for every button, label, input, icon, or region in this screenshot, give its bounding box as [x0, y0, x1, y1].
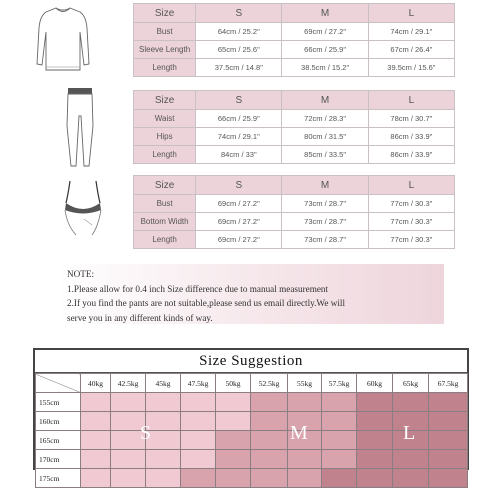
size-cell-s: [146, 450, 181, 469]
table-cell: 74cm / 29.1": [368, 23, 454, 41]
row-label: Sleeve Length: [134, 41, 196, 59]
table-row: [134, 23, 455, 41]
weight-header: 45kg: [146, 374, 181, 393]
header-cell: Size: [134, 91, 196, 110]
size-cell-m: [251, 469, 288, 488]
size-cell-s: [181, 450, 216, 469]
size-cell-l: [429, 412, 468, 431]
size-cell-m: [216, 469, 251, 488]
table-cell: 65cm / 25.6": [196, 41, 282, 59]
row-label: Length: [134, 146, 196, 164]
size-cell-s: [111, 393, 146, 412]
sports-bra-illustration: [58, 177, 108, 239]
table-cell: 77cm / 30.3": [368, 231, 454, 249]
table-cell: 64cm / 25.2": [196, 23, 282, 41]
height-row: [36, 450, 468, 469]
size-cell-l: [429, 469, 468, 488]
table-cell: 73cm / 28.7": [282, 213, 368, 231]
size-cell-m: [216, 431, 251, 450]
table-row: [134, 110, 455, 128]
size-cell-l: [393, 393, 429, 412]
size-suggestion-title: Size Suggestion: [35, 350, 467, 373]
size-cell-l: [322, 469, 357, 488]
size-cell-m: [288, 469, 322, 488]
row-label: Bottom Width: [134, 213, 196, 231]
weight-header: 57.5kg: [322, 374, 357, 393]
table-row: [134, 195, 455, 213]
note-line: serve you in any different kinds of way.: [67, 312, 213, 323]
size-cell-m: [251, 393, 288, 412]
height-row: [36, 469, 468, 488]
size-cell-s: [81, 469, 111, 488]
table-cell: 69cm / 27.2": [196, 195, 282, 213]
header-cell: L: [368, 91, 454, 110]
size-cell-s: [146, 393, 181, 412]
height-label: 155cm: [36, 393, 81, 412]
table-cell: 69cm / 27.2": [282, 23, 368, 41]
table-cell: 85cm / 33.5": [282, 146, 368, 164]
size-cell-s: [81, 412, 111, 431]
size-cell-l: [357, 412, 393, 431]
header-cell: L: [368, 176, 454, 195]
size-cell-s: [181, 393, 216, 412]
table-cell: 86cm / 33.9": [368, 146, 454, 164]
weight-header: 55kg: [288, 374, 322, 393]
size-cell-s: [111, 450, 146, 469]
size-cell-l: [393, 469, 429, 488]
table-row: [134, 59, 455, 77]
size-cell-m: [251, 450, 288, 469]
size-cell-m: [322, 412, 357, 431]
size-cell-s: [81, 450, 111, 469]
row-label: Hips: [134, 128, 196, 146]
header-cell: M: [282, 4, 368, 23]
size-cell-s: [146, 469, 181, 488]
row-label: Length: [134, 231, 196, 249]
table-cell: 37.5cm / 14.8": [196, 59, 282, 77]
table-header-row: [134, 176, 455, 195]
table-cell: 86cm / 33.9": [368, 128, 454, 146]
table-header-row: [134, 91, 455, 110]
size-cell-m: [216, 450, 251, 469]
table-cell: 84cm / 33": [196, 146, 282, 164]
pants-size-table: [133, 90, 455, 164]
table-cell: 72cm / 28.3": [282, 110, 368, 128]
size-cell-l: [429, 393, 468, 412]
table-cell: 78cm / 30.7": [368, 110, 454, 128]
table-cell: 66cm / 25.9": [282, 41, 368, 59]
size-cell-m: [322, 450, 357, 469]
table-cell: 67cm / 26.4": [368, 41, 454, 59]
table-cell: 73cm / 28.7": [282, 195, 368, 213]
size-cell-m: [251, 431, 288, 450]
height-label: 170cm: [36, 450, 81, 469]
size-cell-s: [81, 431, 111, 450]
weight-header: 50kg: [216, 374, 251, 393]
header-cell: S: [196, 176, 282, 195]
header-cell: S: [196, 4, 282, 23]
table-row: [134, 231, 455, 249]
size-letter-s: S: [140, 422, 152, 444]
row-label: Bust: [134, 195, 196, 213]
bra-size-table: [133, 175, 455, 249]
height-label: 165cm: [36, 431, 81, 450]
row-label: Length: [134, 59, 196, 77]
table-row: [134, 146, 455, 164]
weight-header: 67.5kg: [429, 374, 468, 393]
header-cell: L: [368, 4, 454, 23]
table-cell: 74cm / 29.1": [196, 128, 282, 146]
size-cell-l: [393, 450, 429, 469]
table-cell: 39.5cm / 15.6": [368, 59, 454, 77]
table-cell: 77cm / 30.3": [368, 213, 454, 231]
table-row: [134, 128, 455, 146]
note-line: 1.Please allow for 0.4 inch Size difference due to manual measurement: [67, 283, 329, 294]
size-cell-l: [357, 431, 393, 450]
weight-header-row: [36, 374, 468, 393]
size-cell-s: [216, 412, 251, 431]
size-cell-m: [288, 450, 322, 469]
table-row: [134, 41, 455, 59]
size-letter-l: L: [403, 422, 416, 444]
weight-header: 47.5kg: [181, 374, 216, 393]
size-cell-m: [322, 393, 357, 412]
row-label: Bust: [134, 23, 196, 41]
header-cell: Size: [134, 176, 196, 195]
size-cell-l: [357, 393, 393, 412]
header-cell: M: [282, 91, 368, 110]
note-section: [58, 264, 444, 324]
size-cell-s: [181, 412, 216, 431]
size-letter-m: M: [290, 422, 308, 444]
height-label: 175cm: [36, 469, 81, 488]
leggings-illustration: [62, 86, 98, 168]
weight-header: 60kg: [357, 374, 393, 393]
size-cell-l: [357, 469, 393, 488]
header-cell: S: [196, 91, 282, 110]
corner-cell: [36, 374, 81, 393]
size-cell-l: [429, 431, 468, 450]
note-line: 2.If you find the pants are not suitable,please send us email directly.We will: [67, 298, 346, 308]
table-cell: 80cm / 31.5": [282, 128, 368, 146]
height-label: 160cm: [36, 412, 81, 431]
header-cell: Size: [134, 4, 196, 23]
size-suggestion-panel: [33, 348, 469, 483]
top-size-table: [133, 3, 455, 77]
size-cell-s: [81, 393, 111, 412]
size-cell-m: [251, 412, 288, 431]
table-cell: 77cm / 30.3": [368, 195, 454, 213]
table-row: [134, 213, 455, 231]
table-cell: 66cm / 25.9": [196, 110, 282, 128]
size-cell-m: [288, 393, 322, 412]
size-cell-m: [322, 431, 357, 450]
weight-header: 42.5kg: [111, 374, 146, 393]
table-cell: 69cm / 27.2": [196, 213, 282, 231]
table-cell: 69cm / 27.2": [196, 231, 282, 249]
table-header-row: [134, 4, 455, 23]
size-cell-s: [216, 393, 251, 412]
row-label: Waist: [134, 110, 196, 128]
size-cell-s: [111, 469, 146, 488]
size-cell-s: [181, 431, 216, 450]
note-title: NOTE:: [67, 269, 95, 279]
table-cell: 38.5cm / 15.2": [282, 59, 368, 77]
weight-header: 40kg: [81, 374, 111, 393]
size-cell-l: [357, 450, 393, 469]
weight-header: 65kg: [393, 374, 429, 393]
size-cell-m: [181, 469, 216, 488]
header-cell: M: [282, 176, 368, 195]
size-cell-l: [429, 450, 468, 469]
long-sleeve-top-illustration: [34, 2, 92, 78]
height-row: [36, 393, 468, 412]
table-cell: 73cm / 28.7": [282, 231, 368, 249]
weight-header: 52.5kg: [251, 374, 288, 393]
